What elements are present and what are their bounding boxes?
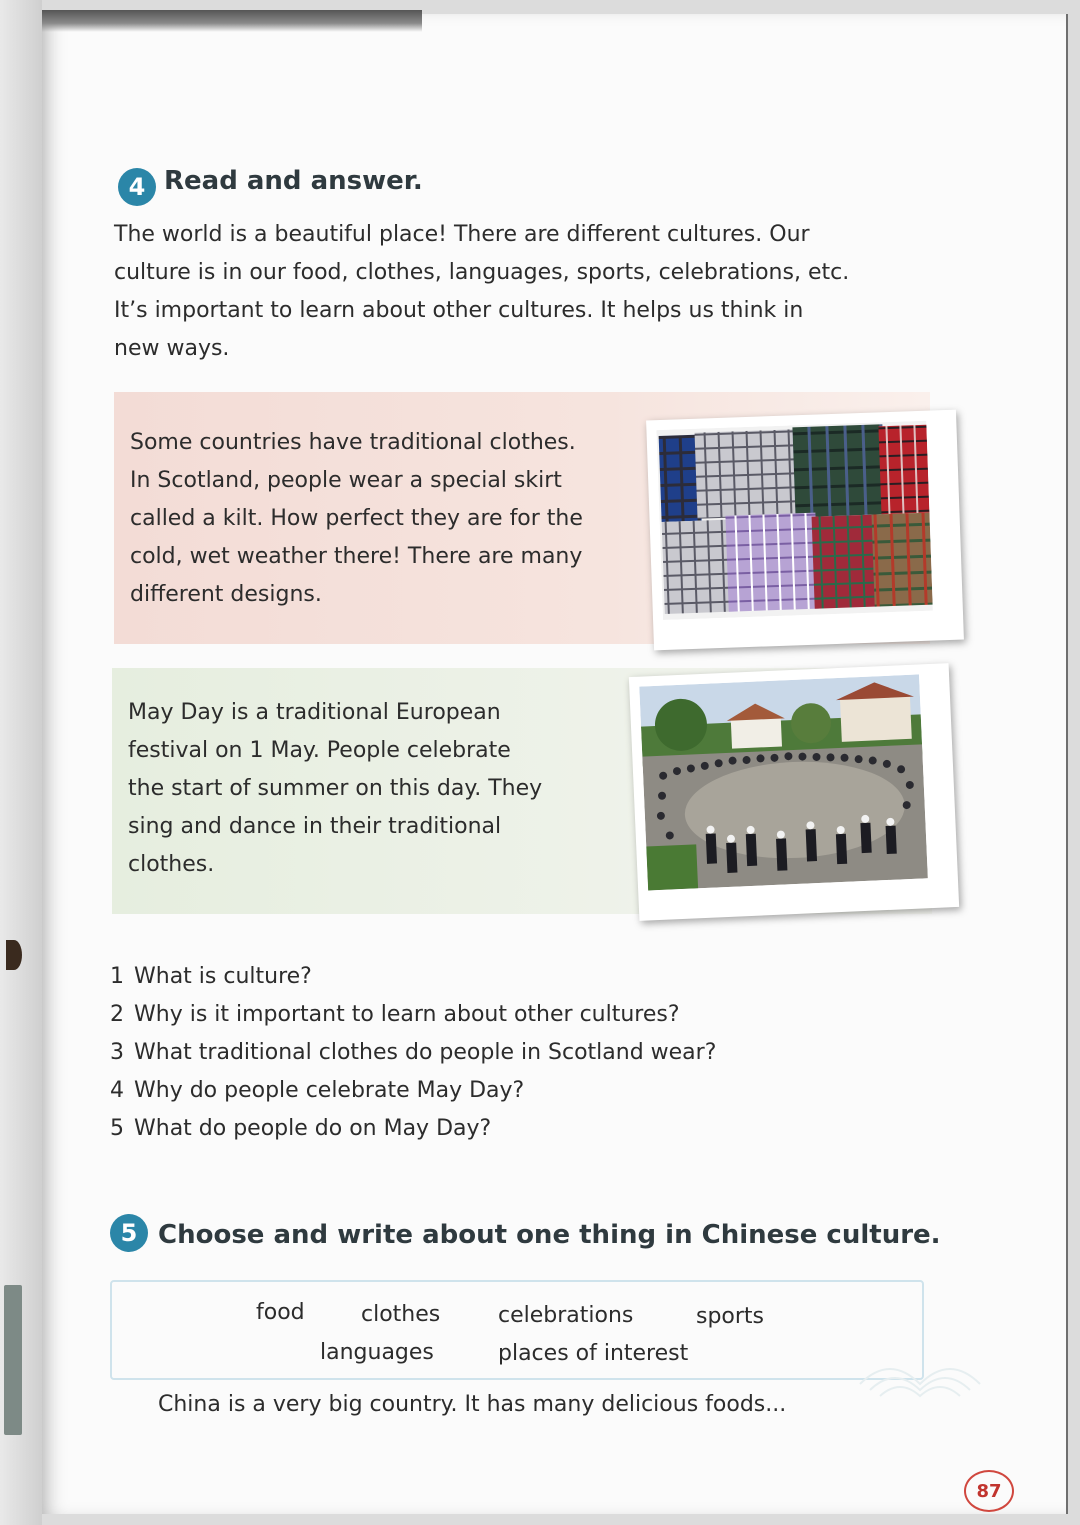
section-4-badge: 4 <box>118 168 156 206</box>
question-item <box>110 1110 716 1148</box>
page-top-shadow <box>42 10 422 32</box>
question-text: Why do people celebrate May Day? <box>134 1078 525 1103</box>
mayday-line: the start of summer on this day. They <box>128 776 543 801</box>
word-places-of-interest: places of interest <box>498 1341 689 1366</box>
kilt-green <box>792 424 885 517</box>
kilts-image <box>656 421 932 620</box>
scotland-line: In Scotland, people wear a special skirt <box>130 468 562 493</box>
mayday-line: clothes. <box>128 852 215 877</box>
scotland-line: called a kilt. How perfect they are for the <box>130 506 583 531</box>
word-languages: languages <box>320 1340 434 1365</box>
intro-line: It’s important to learn about other cultures. It helps us think in <box>114 298 804 323</box>
question-text: Why is it important to learn about other cultures? <box>134 1002 680 1027</box>
spine-decoration <box>4 1285 22 1435</box>
word-celebrations: celebrations <box>498 1303 634 1328</box>
kilt-red <box>878 425 929 515</box>
word-clothes: clothes <box>361 1302 441 1327</box>
sample-sentence: China is a very big country. It has many delicious foods... <box>158 1392 787 1417</box>
scotland-paragraph <box>130 424 640 614</box>
mayday-line: festival on 1 May. People celebrate <box>128 738 511 763</box>
question-number: 1 <box>110 964 124 989</box>
scotland-line: cold, wet weather there! There are many <box>130 544 583 569</box>
book-spine-strip <box>0 0 42 1525</box>
question-number: 5 <box>110 1116 124 1141</box>
kilt-grey-2 <box>662 520 735 614</box>
page-number: 87 <box>964 1470 1014 1512</box>
question-list <box>110 958 716 1148</box>
scotland-line: Some countries have traditional clothes. <box>130 430 576 455</box>
kilt-purple <box>725 513 818 612</box>
kilt-grey <box>695 429 798 518</box>
question-item <box>110 958 716 996</box>
question-text: What traditional clothes do people in Scotland wear? <box>134 1040 717 1065</box>
kilt-brown <box>872 513 933 607</box>
spine-decoration <box>6 940 22 970</box>
word-sports: sports <box>696 1304 765 1329</box>
question-number: 3 <box>110 1040 124 1065</box>
question-number: 2 <box>110 1002 124 1027</box>
mayday-photo <box>629 663 959 921</box>
intro-paragraph <box>114 216 914 368</box>
intro-line: new ways. <box>114 336 230 361</box>
question-text: What is culture? <box>134 964 312 989</box>
mayday-line: sing and dance in their traditional <box>128 814 502 839</box>
mayday-paragraph <box>128 694 618 884</box>
mayday-image <box>639 674 928 890</box>
section-5-title: Choose and write about one thing in Chinese culture. <box>158 1220 941 1250</box>
decorative-wave-icon <box>850 1344 1000 1404</box>
section-4-title: Read and answer. <box>164 166 423 196</box>
question-item <box>110 1034 716 1072</box>
question-item <box>110 1072 716 1110</box>
mayday-line: May Day is a traditional European <box>128 700 501 725</box>
word-food: food <box>256 1300 305 1325</box>
intro-line: culture is in our food, clothes, languages, sports, celebrations, etc. <box>114 260 850 285</box>
page-right-edge <box>1066 14 1068 1514</box>
kilts-photo <box>646 410 964 651</box>
section-5-badge: 5 <box>110 1214 148 1252</box>
intro-line: The world is a beautiful place! There are different cultures. Our <box>114 222 810 247</box>
question-item <box>110 996 716 1034</box>
question-text: What do people do on May Day? <box>134 1116 492 1141</box>
question-number: 4 <box>110 1078 124 1103</box>
kilt-mixed <box>812 514 881 608</box>
scotland-line: different designs. <box>130 582 322 607</box>
